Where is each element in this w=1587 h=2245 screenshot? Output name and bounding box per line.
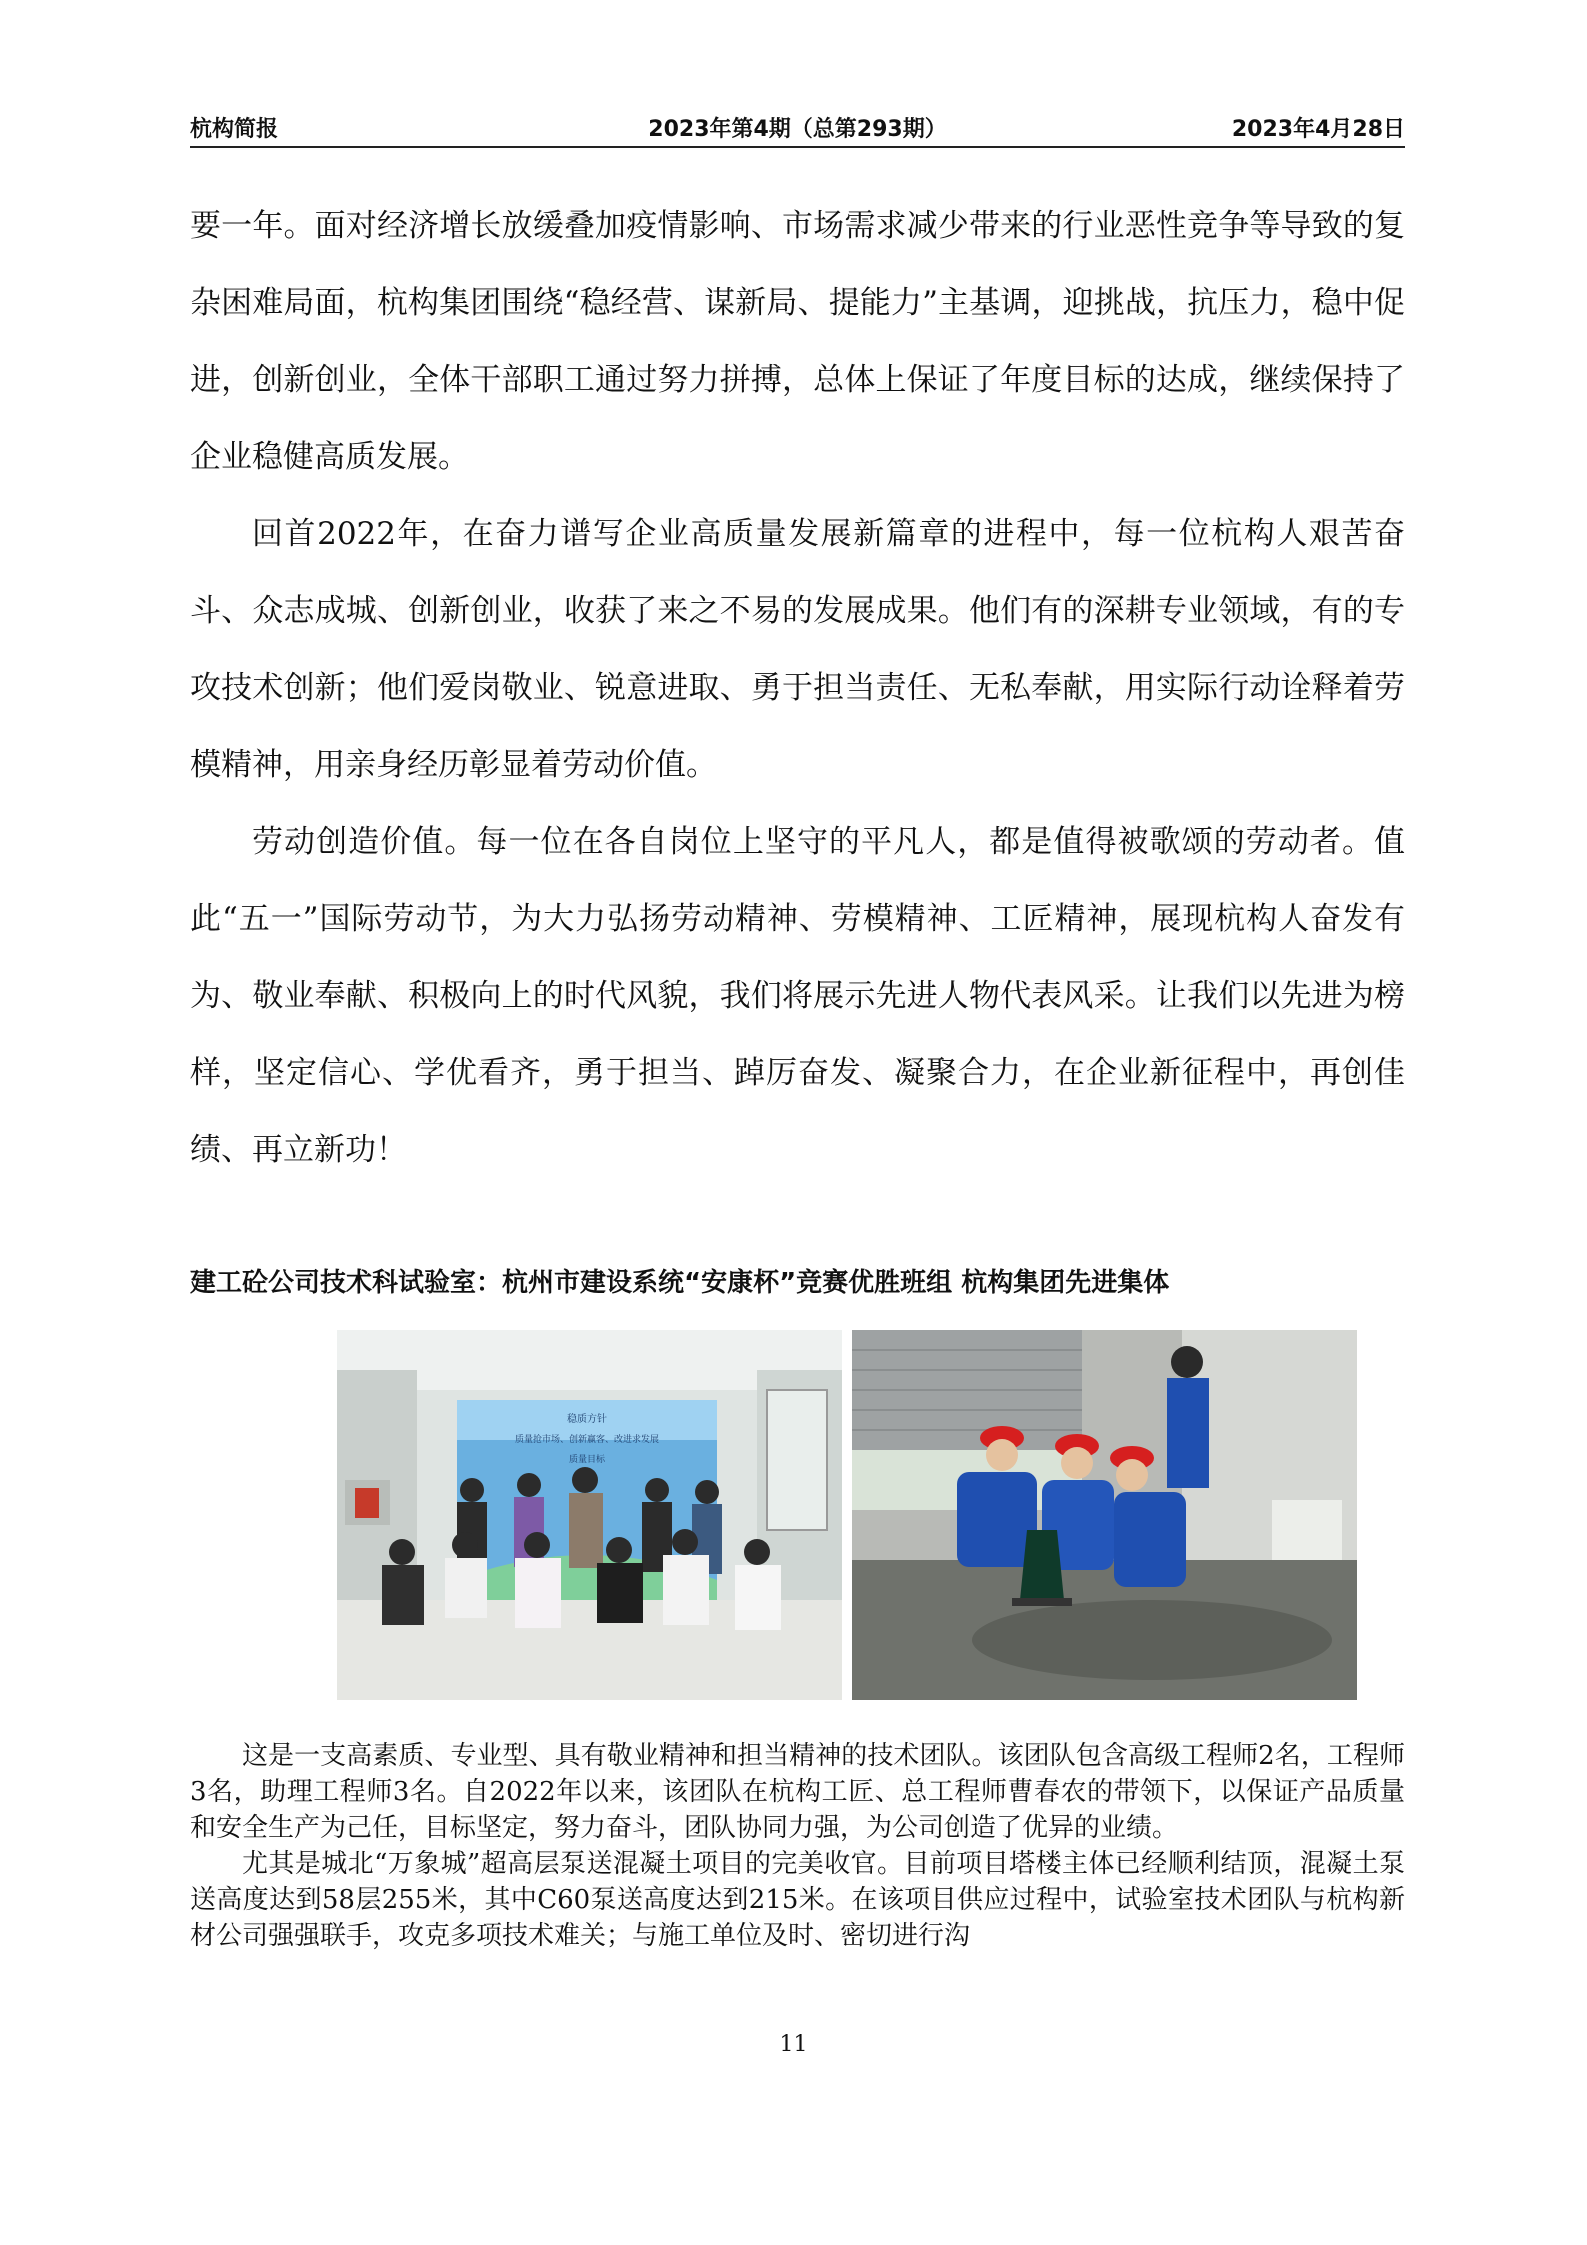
banner-text: 质量抢市场、创新赢客、改进求发展 [514,1435,660,1445]
paragraph: 这是一支高素质、专业型、具有敬业精神和担当精神的技术团队。该团队包含高级工程师2名，工程师3名，助理工程师3名。自2022年以来，该团队在杭构工匠、总工程师曹春农的带领下，以保证产品质量和安全生产为己任，目标坚定，努力奋斗，团队协同力强，为公司创造了优异的业绩。 [190,1741,1405,1843]
header-issue: 2023年第4期（总第293期） [648,117,947,142]
section-body [190,1738,1405,1954]
team-group-photo-image [337,1330,842,1700]
lab-test-photo [852,1330,1357,1700]
banner-text: 质量目标 [568,1455,606,1465]
page-number: 11 [779,2032,808,2057]
paragraph: 劳动创造价值。每一位在各自岗位上坚守的平凡人，都是值得被歌颂的劳动者。值此“五一”国际劳动节，为大力弘扬劳动精神、劳模精神、工匠精神，展现杭构人奋发有为、敬业奉献、积极向上的时代风貌，我们将展示先进人物代表风采。让我们以先进为榜样，坚定信心、学优看齐，勇于担当、踔厉奋发、凝聚合力，在企业新征程中，再创佳绩、再立新功！ [190,824,1405,1168]
section-heading: 建工砼公司技术科试验室：杭州市建设系统“安康杯”竞赛优胜班组 杭构集团先进集体 [190,1268,1170,1298]
page-header [190,108,1405,148]
paragraph: 要一年。面对经济增长放缓叠加疫情影响、市场需求减少带来的行业恶性竞争等导致的复杂困难局面，杭构集团围绕“稳经营、谋新局、提能力”主基调，迎挑战，抗压力，稳中促进，创新创业，全体干部职工通过努力拼搏，总体上保证了年度目标的达成，继续保持了企业稳健高质发展。 [190,208,1405,475]
team-group-photo [337,1330,842,1700]
paragraph: 回首2022年，在奋力谱写企业高质量发展新篇章的进程中，每一位杭构人艰苦奋斗、众志成城、创新创业，收获了来之不易的发展成果。他们有的深耕专业领域，有的专攻技术创新；他们爱岗敬业、锐意进取、勇于担当责任、无私奉献，用实际行动诠释着劳模精神，用亲身经历彰显着劳动价值。 [190,516,1405,783]
header-date: 2023年4月28日 [1231,117,1405,142]
header-publication-name: 杭构简报 [190,117,279,142]
lab-test-photo-image [852,1330,1357,1700]
article-body [190,188,1405,1189]
banner-text: 稳质方针 [567,1414,607,1425]
paragraph: 尤其是城北“万象城”超高层泵送混凝土项目的完美收官。目前项目塔楼主体已经顺利结顶，混凝土泵送高度达到58层255米，其中C60泵送高度达到215米。在该项目供应过程中，试验室技术团队与杭构新材公司强强联手，攻克多项技术难关；与施工单位及时、密切进行沟 [190,1849,1405,1951]
